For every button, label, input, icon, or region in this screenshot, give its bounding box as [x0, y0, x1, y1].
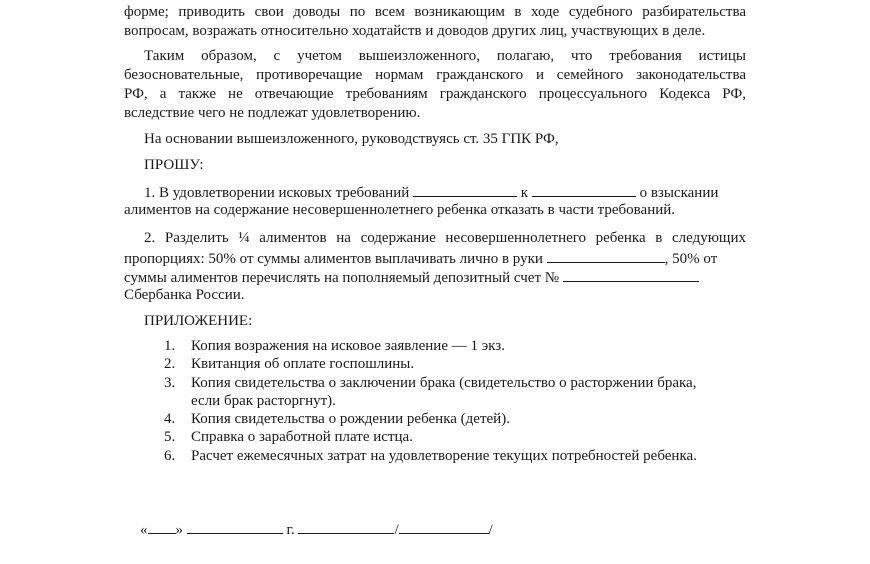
day-blank	[148, 519, 176, 534]
attachment-item: 1. Копия возражения на исковое заявление — 1 экз.	[164, 338, 505, 354]
item2-text-b: , 50% от	[664, 251, 718, 267]
para1-line2: вопросам, возражать относительно ходатайств и доводов других лиц, участвующих в деле.	[124, 23, 706, 39]
basis-text: На основании вышеизложенного, руководствуясь ст. 35 ГПК РФ,	[144, 131, 559, 147]
signature-slash-1: /	[394, 522, 399, 538]
attachment-item-continuation: если брак расторгнут).	[191, 392, 336, 409]
attachment-item: 6. Расчет ежемесячных затрат на удовлетворение текущих потребностей ребенка.	[164, 447, 697, 464]
plaintiff-blank	[532, 182, 636, 197]
defendant-blank	[413, 182, 517, 197]
year-suffix: г.	[286, 522, 295, 538]
account-number-blank	[563, 267, 699, 282]
item2-text-a: пропорциях: 50% от суммы алиментов выплачивать лично в руки	[124, 251, 543, 267]
item2-line3	[124, 267, 699, 288]
para2-line3: РФ, а также не отвечающие требованиям гражданского процессуального Кодекса РФ,	[124, 86, 746, 102]
item1-line1	[144, 182, 718, 203]
signature-blank	[298, 519, 394, 534]
para2-line1: Таким образом, с учетом вышеизложенного, полагаю, что требования истицы	[144, 48, 746, 64]
date-close-quote: »	[175, 522, 183, 538]
date-open-quote: «	[140, 522, 148, 538]
item2-line2	[124, 248, 717, 269]
recipient-blank	[547, 248, 665, 263]
signature-line	[140, 519, 493, 540]
item2-line4: Сбербанка России.	[124, 287, 245, 303]
name-blank	[399, 519, 489, 534]
item1-text-a: 1. В удовлетворении исковых требований	[144, 185, 410, 201]
attachments-list	[164, 337, 697, 465]
para2-line2: безосновательные, противоречащие нормам гражданского и семейного законодательства	[124, 67, 746, 83]
item2-line1: 2. Разделить ¼ алиментов на содержание несовершеннолетнего ребенка в следующих	[144, 230, 746, 246]
signature-slash-2: /	[488, 522, 493, 538]
item1-line2: алиментов на содержание несовершеннолетнего ребенка отказать в части требований.	[124, 202, 676, 218]
item1-text-c: о взыскании	[639, 185, 719, 201]
month-year-blank	[187, 519, 283, 534]
attachment-item: 3. Копия свидетельства о заключении брака (свидетельство о расторжении брака,	[164, 374, 697, 391]
para1-line1: форме; приводить свои доводы по всем возникающим в ходе судебного разбирательства	[124, 4, 746, 20]
item2-text-c: суммы алиментов перечислять на пополняемый депозитный счет №	[124, 270, 560, 286]
request-heading: ПРОШУ:	[144, 157, 204, 173]
attachment-item: 2. Квитанция об оплате госпошлины.	[164, 356, 415, 373]
attachment-item: 4. Копия свидетельства о рождении ребенка (детей).	[164, 411, 510, 428]
item1-text-b: к	[520, 185, 529, 201]
attachment-item: 5. Справка о заработной плате истца.	[164, 429, 413, 446]
attachments-heading: ПРИЛОЖЕНИЕ:	[144, 313, 253, 329]
para2-line4: вследствие чего не подлежат удовлетворению.	[124, 105, 421, 121]
